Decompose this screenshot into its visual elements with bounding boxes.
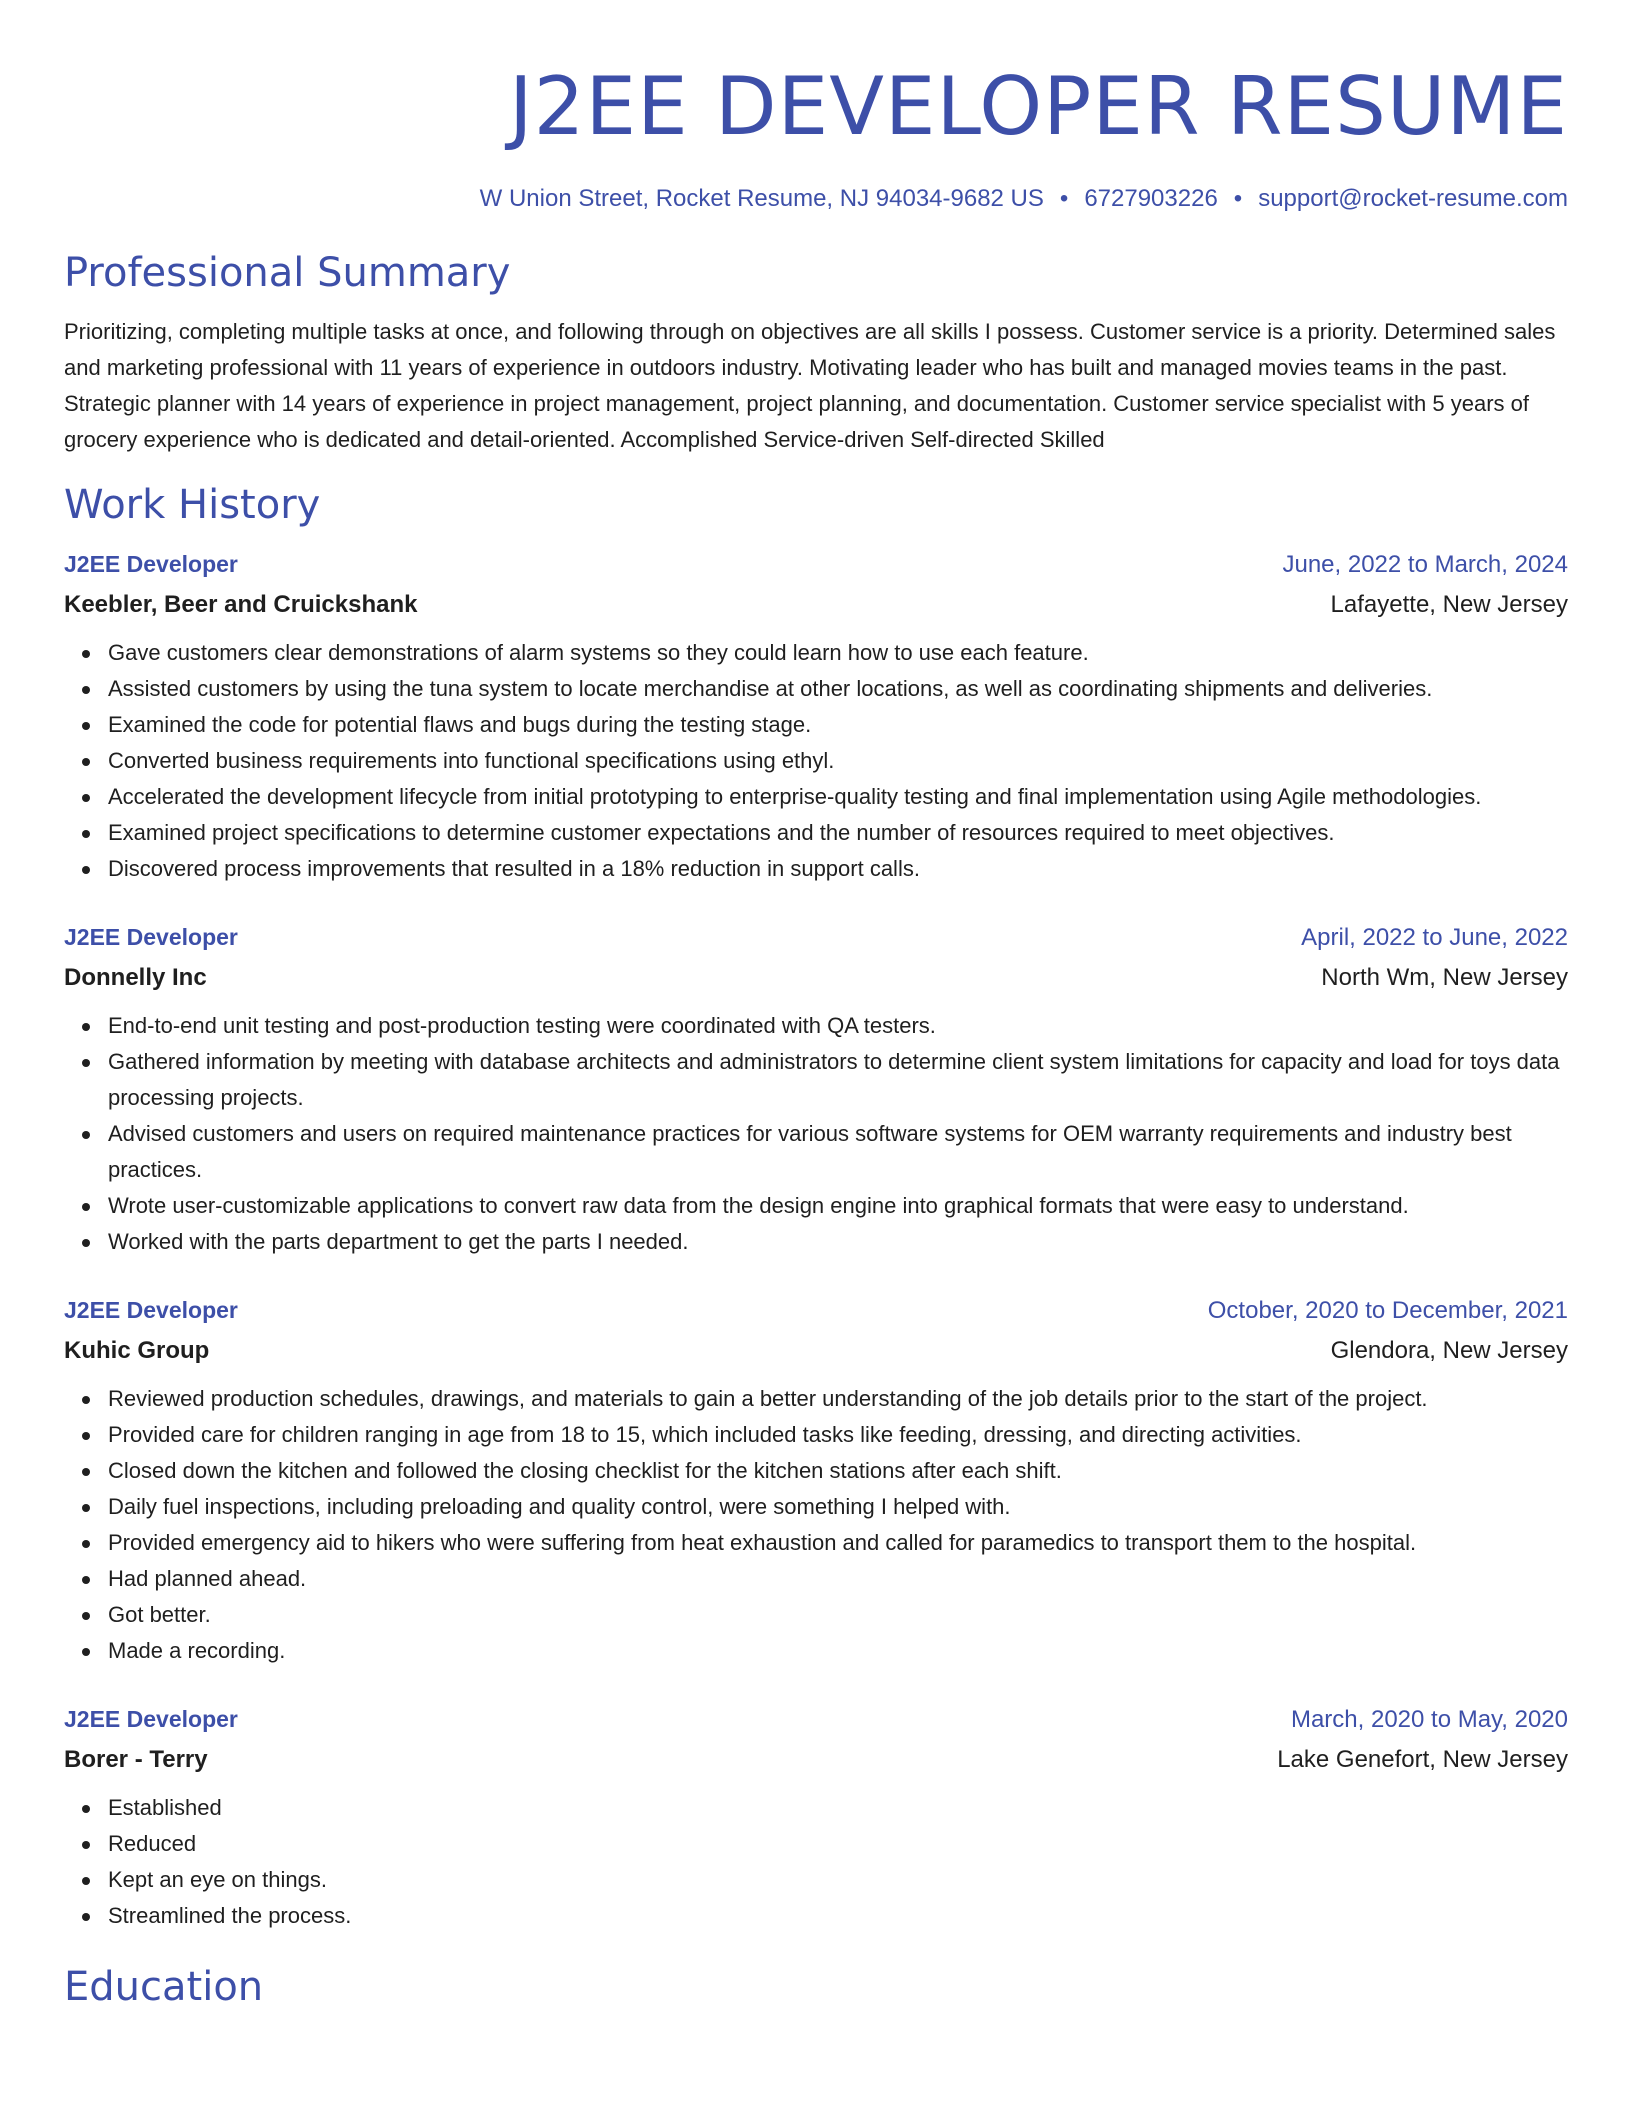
- job-dates: April, 2022 to June, 2022: [1301, 924, 1568, 951]
- job-title: J2EE Developer: [64, 1297, 238, 1323]
- job-company: Keebler, Beer and Cruickshank: [64, 591, 418, 618]
- job-company: Donnelly Inc: [64, 964, 207, 991]
- job-bullet: End-to-end unit testing and post-production testing were coordinated with QA testers.: [108, 1008, 1568, 1044]
- job-location: Glendora, New Jersey: [1330, 1337, 1568, 1364]
- job-dates: October, 2020 to December, 2021: [1207, 1297, 1568, 1324]
- job-bullet: Had planned ahead.: [108, 1561, 1568, 1597]
- job-bullet: Streamlined the process.: [108, 1898, 1568, 1934]
- job-bullet: Accelerated the development lifecycle from initial prototyping to enterprise-quality testing and final implementation using Agile methodologies.: [108, 779, 1568, 815]
- summary-text: Prioritizing, completing multiple tasks at once, and following through on objectives are all skills I possess. Customer service is a priority. Determined sales and marketing professional with 11 years of experience in outdoors industry. Motivating leader who has built and managed movies teams in the past. Strategic planner with 14 years of experience in project management, project planning, and documentation. Customer service specialist with 5 years of grocery experience who is dedicated and detail-oriented. Accomplished Service-driven Self-directed Skilled: [64, 319, 1556, 452]
- job-bullet: Established: [108, 1790, 1568, 1826]
- job-dates: June, 2022 to March, 2024: [1282, 551, 1568, 578]
- job-entry: [64, 1290, 1568, 1669]
- summary-heading: Professional Summary: [64, 250, 511, 296]
- job-bullet-list: [64, 1008, 1568, 1260]
- work-history-heading: Work History: [64, 482, 321, 528]
- contact-separator: •: [1059, 185, 1069, 212]
- job-bullet: Discovered process improvements that resulted in a 18% reduction in support calls.: [108, 851, 1568, 887]
- job-entry: [64, 1699, 1568, 1934]
- job-bullet: Assisted customers by using the tuna system to locate merchandise at other locations, as well as coordinating shipments and deliveries.: [108, 671, 1568, 707]
- education-heading: Education: [64, 1964, 264, 2010]
- job-bullet: Reduced: [108, 1826, 1568, 1862]
- job-title-row: [64, 1290, 1568, 1331]
- job-bullet: Provided emergency aid to hikers who were suffering from heat exhaustion and called for paramedics to transport them to the hospital.: [108, 1525, 1568, 1561]
- job-bullet-list: [64, 635, 1568, 887]
- work-history-list: [64, 544, 1568, 1934]
- job-bullet-list: [64, 1790, 1568, 1934]
- job-bullet: Kept an eye on things.: [108, 1862, 1568, 1898]
- job-bullet: Provided care for children ranging in age from 18 to 15, which included tasks like feeding, dressing, and directing activities.: [108, 1417, 1568, 1453]
- job-bullet: Daily fuel inspections, including preloading and quality control, were something I helped with.: [108, 1489, 1568, 1525]
- job-entry: [64, 917, 1568, 1260]
- job-title: J2EE Developer: [64, 551, 238, 577]
- job-bullet: Examined the code for potential flaws and bugs during the testing stage.: [108, 707, 1568, 743]
- contact-email[interactable]: support@rocket-resume.com: [1258, 185, 1568, 212]
- contact-separator: •: [1233, 185, 1243, 212]
- job-bullet-list: [64, 1381, 1568, 1669]
- job-bullet: Advised customers and users on required maintenance practices for various software systems for OEM warranty requirements and industry best practices.: [108, 1116, 1568, 1188]
- job-location: Lake Genefort, New Jersey: [1277, 1746, 1568, 1773]
- job-bullet: Closed down the kitchen and followed the closing checklist for the kitchen stations after each shift.: [108, 1453, 1568, 1489]
- job-location: Lafayette, New Jersey: [1330, 591, 1568, 618]
- job-company-row: [64, 1740, 1568, 1780]
- job-bullet: Wrote user-customizable applications to convert raw data from the design engine into graphical formats that were easy to understand.: [108, 1188, 1568, 1224]
- job-title-row: [64, 544, 1568, 585]
- job-company-row: [64, 958, 1568, 998]
- job-bullet: Got better.: [108, 1597, 1568, 1633]
- job-dates: March, 2020 to May, 2020: [1290, 1706, 1568, 1733]
- job-title: J2EE Developer: [64, 1706, 238, 1732]
- contact-phone: 6727903226: [1084, 185, 1218, 212]
- job-bullet: Reviewed production schedules, drawings, and materials to gain a better understanding of the job details prior to the start of the project.: [108, 1381, 1568, 1417]
- job-bullet: Worked with the parts department to get the parts I needed.: [108, 1224, 1568, 1260]
- job-company: Kuhic Group: [64, 1337, 210, 1364]
- contact-address: W Union Street, Rocket Resume, NJ 94034-9682 US: [479, 185, 1044, 212]
- job-bullet: Gave customers clear demonstrations of alarm systems so they could learn how to use each feature.: [108, 635, 1568, 671]
- job-company-row: [64, 1331, 1568, 1371]
- job-title-row: [64, 917, 1568, 958]
- job-bullet: Made a recording.: [108, 1633, 1568, 1669]
- job-bullet: Examined project specifications to determine customer expectations and the number of resources required to meet objectives.: [108, 815, 1568, 851]
- job-entry: [64, 544, 1568, 887]
- resume-title: J2EE DEVELOPER RESUME: [509, 60, 1568, 153]
- job-company-row: [64, 585, 1568, 625]
- contact-line: [64, 182, 1568, 216]
- job-bullet: Converted business requirements into functional specifications using ethyl.: [108, 743, 1568, 779]
- job-location: North Wm, New Jersey: [1321, 964, 1568, 991]
- job-bullet: Gathered information by meeting with database architects and administrators to determine client system limitations for capacity and load for toys data processing projects.: [108, 1044, 1568, 1116]
- job-title: J2EE Developer: [64, 924, 238, 950]
- resume-page: [64, 0, 1568, 2014]
- job-company: Borer - Terry: [64, 1746, 208, 1773]
- job-title-row: [64, 1699, 1568, 1740]
